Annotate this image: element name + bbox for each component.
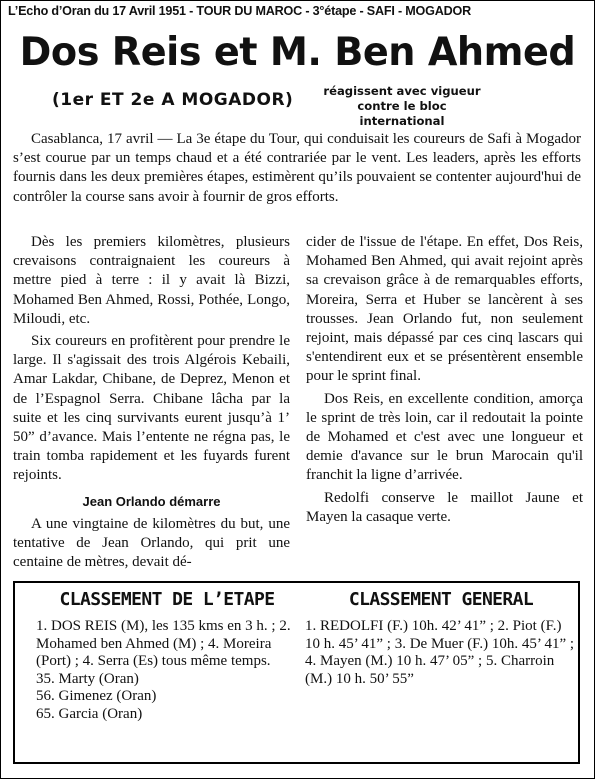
left-paragraph-2: Six coureurs en profitèrent pour prendre le large. Il s'agissait des trois Algérois Kebaili, Amar Lakdar, Chibane, de Deprez, Menon et de l’Espagnol Serra. Chibane lâcha par la suite et les cinq survivants eurent jusqu’à 1’ 50” d’avance. Mais l’entente ne régna pas, le train tomba rapidement et les fuyards furent rejoints. xyxy=(13,333,290,484)
stage-classification-title: CLASSEMENT DE L’ETAPE xyxy=(59,589,275,610)
source-line: L’Echo d’Oran du 17 Avril 1951 - TOUR DU MAROC - 3°étape - SAFI - MOGADOR xyxy=(8,4,472,18)
kicker: (1er ET 2e A MOGADOR) xyxy=(52,90,294,110)
general-classification-text: 1. REDOLFI (F.) 10h. 42’ 41” ; 2. Piot (F.) 10 h. 45’ 41” ; 3. De Muer (F.) 10h. 45’ 41” ; 4. Mayen (M.) 10 h. 47’ 05” ; 5. Charroin (M.) 10 h. 50’ 55” xyxy=(305,618,575,687)
left-column xyxy=(13,233,290,572)
stage-classification-text: 1. DOS REIS (M), les 135 kms en 3 h. ; 2. Mohamed ben Ahmed (M) ; 4. Moreira (Port) ; 4. Serra (Es) tous même temps. xyxy=(36,618,291,670)
list-item: 56. Gimenez (Oran) xyxy=(36,688,157,705)
left-paragraph-3: A une vingtaine de kilomètres du but, une tentative de Jean Orlando, qui prit une centaine de mètres, devait dé- xyxy=(13,515,290,571)
lead-paragraph-block xyxy=(13,130,581,207)
lead-paragraph: Casablanca, 17 avril — La 3e étape du Tour, qui conduisait les coureurs de Safi à Mogador s’est courue par un temps chaud et a été contrariée par le vent. Les leaders, après les efforts fournis dans les deux premières étapes, estimèrent qu’ils pouvaient se contenter aujourd'hui de contrôler la course sans avoir à fournir de gros efforts. xyxy=(13,131,581,205)
results-box xyxy=(13,581,580,764)
stage-classification xyxy=(36,589,298,724)
right-column xyxy=(306,233,583,527)
right-paragraph-2: Dos Reis, en excellente condition, amorça le sprint de très loin, car il redoutait la pointe de Mohamed et c'est avec une longueur et demie d'avance sur le brun Marocain qu'il franchit la ligne d’arrivée. xyxy=(306,390,583,484)
section-subtitle: Jean Orlando démarre xyxy=(82,493,221,509)
right-paragraph-3: Redolfi conserve le maillot Jaune et Mayen la casaque verte. xyxy=(306,489,583,525)
list-item: 35. Marty (Oran) xyxy=(36,670,139,687)
left-paragraph-1: Dès les premiers kilomètres, plusieurs crevaisons contraignaient les coureurs à mettre pied à terre : il y avait là Bizzi, Mohamed Ben Ahmed, Rossi, Pothée, Longo, Miloudi, etc. xyxy=(13,234,290,327)
stage-classification-extra-list xyxy=(36,671,298,724)
right-paragraph-1: cider de l'issue de l'étape. En effet, Dos Reis, Mohamed Ben Ahmed, qui avait rejoint après sa crevaison grâce à de remarquables efforts, Moreira, Serra et Huber se lancèrent à ses trousses. Jean Orlando fut, non seulement rejoint, mais dépassé par ces cinq lascars qui s'entendirent eux et se présentèrent ensemble pour le sprint final. xyxy=(306,234,583,385)
subhead-line-1: réagissent avec vigueur xyxy=(323,84,481,98)
subhead xyxy=(317,84,487,129)
list-item: 65. Garcia (Oran) xyxy=(36,705,143,722)
headline: Dos Reis et M. Ben Ahmed xyxy=(19,30,576,75)
general-classification xyxy=(305,589,577,688)
subhead-line-2: contre le bloc international xyxy=(357,99,447,128)
general-classification-title: CLASSEMENT GENERAL xyxy=(348,589,534,610)
